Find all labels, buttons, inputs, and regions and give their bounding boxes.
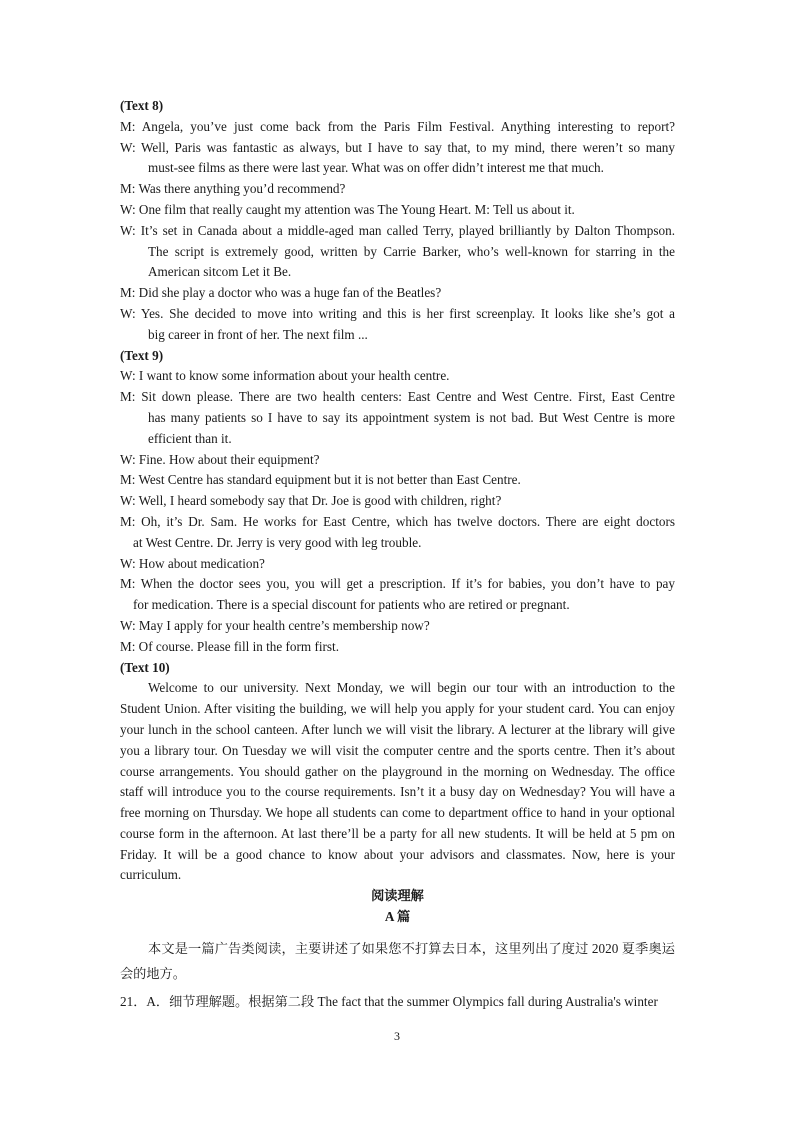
dialogue-line: M: Sit down please. There are two health centers: East Centre and West Centre. First, East Centre (120, 389, 675, 405)
dialogue-line: for medication. There is a special discount for patients who are retired or pregnant. (133, 597, 570, 613)
dialogue-line: W: I want to know some information about your health centre. (120, 368, 450, 384)
text8-section (120, 96, 675, 346)
dialogue-line: W: Well, Paris was fantastic as always, but I have to say that, to my mind, there weren’t so many (120, 139, 675, 155)
dialogue-line: M: Oh, it’s Dr. Sam. He works for East Centre, which has twelve doctors. There are eight doctors (120, 513, 675, 529)
dialogue-line: W: May I apply for your health centre’s membership now? (120, 617, 430, 633)
dialogue-line: M: When the doctor sees you, you will get a prescription. If it’s for babies, you don’t have to pay (120, 576, 675, 592)
dialogue-line: efficient than it. (148, 430, 232, 446)
dialogue-line: M: Did she play a doctor who was a huge fan of the Beatles? (120, 285, 442, 301)
dialogue-line: W: How about medication? (120, 555, 265, 571)
dialogue-line: W: One film that really caught my attention was The Young Heart. M: Tell us about it. (120, 201, 575, 217)
dialogue-line: W: Yes. She decided to move into writing and this is her first screenplay. It looks like she’s got a (120, 305, 675, 321)
text10-heading: (Text 10) (120, 659, 170, 675)
reading-title: 阅读理解 (371, 888, 424, 904)
dialogue-line: at West Centre. Dr. Jerry is very good with leg trouble. (133, 534, 422, 550)
text9-heading: (Text 9) (120, 347, 164, 363)
reading-section (120, 886, 675, 1012)
dialogue-line: American sitcom Let it Be. (148, 264, 292, 280)
text9-section (120, 346, 675, 658)
dialogue-line: W: It’s set in Canada about a middle-aged man called Terry, played brilliantly by Dalton Thompson. (120, 222, 675, 238)
page-number: 3 (394, 1029, 400, 1043)
question-21: 21．A．细节理解题。根据第二段 The fact that the summer Olympics fall during Australia's winter (120, 993, 658, 1009)
dialogue-line: has many patients so I have to say its appointment system is not bad. But West Centre is more (148, 409, 675, 425)
dialogue-line: big career in front of her. The next film ... (148, 326, 368, 342)
document-body (120, 96, 675, 1013)
dialogue-line: W: Fine. How about their equipment? (120, 451, 320, 467)
reading-subtitle: A 篇 (384, 909, 411, 925)
text10-paragraph: Welcome to our university. Next Monday, we will begin our tour with an introduction to the Student Union. After visiting the building, we will help you apply for your student card. You can enjoy your lunch in the school canteen. After lunch we will visit the library. A lecturer at the library will give you a library tour. On Tuesday we will visit the computer centre and the sports centre. Then it’s about course arrangements. You should gather on the playground in the morning on Wednesday. The office staff will introduce you to the course requirements. Isn’t it a busy day on Wednesday? You will have a free morning on Thursday. We hope all students can come to department office to hand in your optional course form in the afternoon. At last there’ll be a party for all new students. It will be held at 5 pm on Friday. It will be a good chance to know about your advisors and classmates. Now, here is your curriculum. (120, 680, 675, 883)
dialogue-line: M: Angela, you’ve just come back from the Paris Film Festival. Anything interesting to report? (120, 118, 675, 134)
dialogue-line: The script is extremely good, written by Carrie Barker, who’s well-known for starring in the (148, 243, 675, 259)
dialogue-line: M: Was there anything you’d recommend? (120, 181, 346, 197)
dialogue-line: must-see films as there were last year. What was on offer didn’t interest me that much. (148, 160, 604, 176)
dialogue-line: M: Of course. Please fill in the form first. (120, 638, 340, 654)
text10-section (120, 658, 675, 887)
reading-intro: 本文是一篇广告类阅读，主要讲述了如果您不打算去日本，这里列出了度过 2020 夏季奥运会的地方。 (120, 940, 675, 981)
dialogue-line: W: Well, I heard somebody say that Dr. Joe is good with children, right? (120, 493, 502, 509)
dialogue-line: M: West Centre has standard equipment but it is not better than East Centre. (120, 472, 521, 488)
text8-heading: (Text 8) (120, 98, 164, 113)
